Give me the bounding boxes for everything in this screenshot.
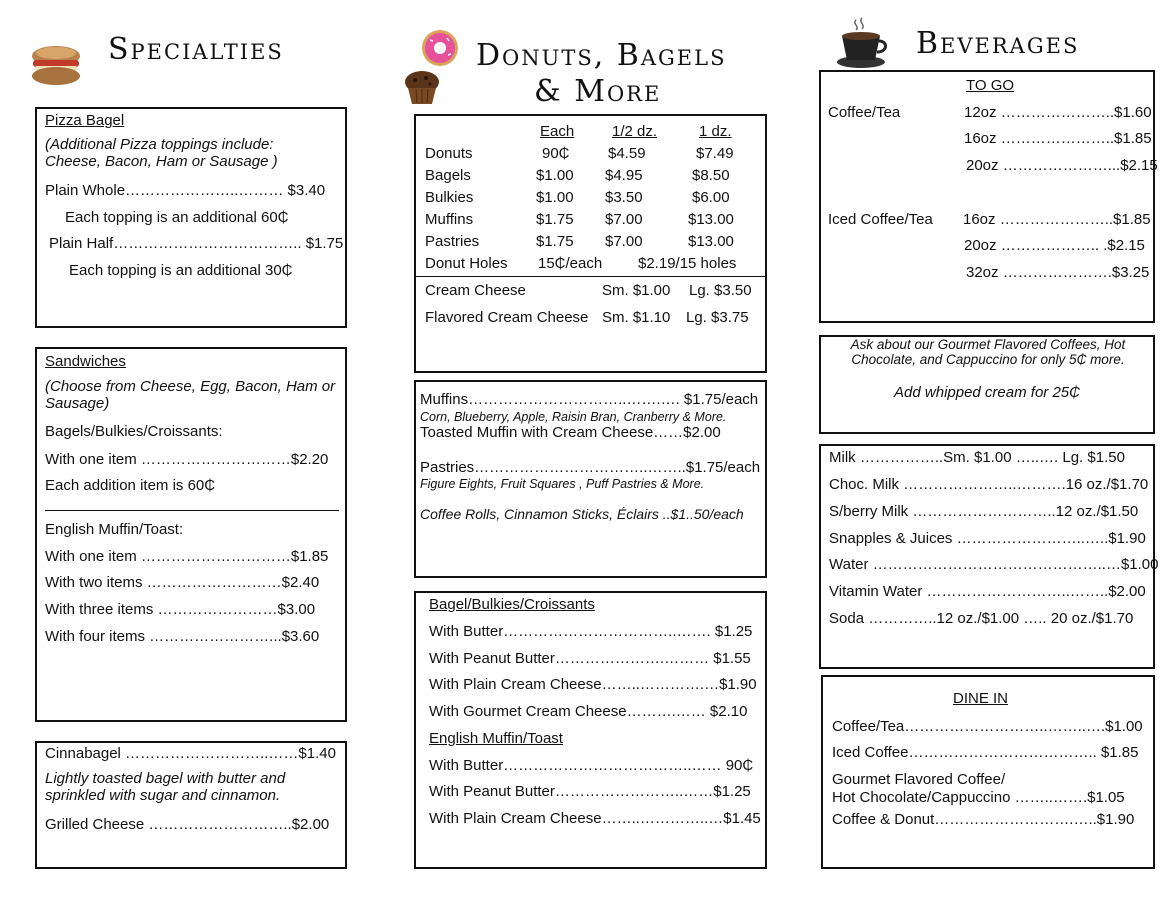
row-dozen-pastries: $13.00 — [688, 233, 734, 250]
col-header-half-dozen: 1/2 dz. — [612, 123, 658, 140]
dine-in-iced-coffee: Iced Coffee……………………………….. $1.85 — [832, 744, 1139, 761]
to-go-iced-32oz: 32oz ………………….$3.25 — [966, 264, 1150, 281]
row-name-muffins: Muffins — [425, 211, 474, 228]
plain-half-price: Plain Half……………………………….. $1.75 — [49, 235, 344, 252]
sandwiches-box — [35, 347, 347, 722]
to-go-coffee-label: Coffee/Tea — [828, 104, 901, 121]
coffee-cup-icon — [834, 16, 888, 70]
muffins-price: Muffins…………………………..…….…. $1.75/each — [420, 391, 759, 408]
bagel-sandwich-icon — [28, 42, 84, 90]
milk-price: Milk ……………..Sm. $1.00 …..…. Lg. $1.50 — [829, 449, 1125, 466]
specialties-title: Specialties — [108, 32, 284, 67]
dine-in-title: DINE IN — [953, 690, 1009, 707]
bagel-plain-cc-price: With Plain Cream Cheese……..………….…$1.90 — [429, 676, 757, 693]
with-one-item: With one item …………………………$2.20 — [45, 451, 329, 468]
donuts-title-line2: & More — [534, 74, 662, 109]
pizza-bagel-title: Pizza Bagel — [45, 112, 125, 129]
muffins-pastries-box — [414, 380, 767, 578]
cream-cheese-large: Lg. $3.50 — [689, 282, 752, 299]
flavored-cream-cheese-name: Flavored Cream Cheese — [425, 309, 589, 326]
sandwiches-note: (Choose from Cheese, Egg, Bacon, Ham or Sausage) — [45, 378, 336, 412]
cream-cheese-name: Cream Cheese — [425, 282, 526, 299]
choc-milk-price: Choc. Milk …………………..……….16 oz./$1.70 — [829, 476, 1149, 493]
pastries-note: Figure Eights, Fruit Squares , Puff Pastries & More. — [420, 477, 705, 491]
dine-in-coffee-donut: Coffee & Donut……………………….…..$1.90 — [832, 811, 1135, 828]
english-muffin-label: English Muffin/Toast: — [45, 521, 184, 538]
em-four-items: With four items ……………………...$3.60 — [45, 628, 320, 645]
row-half-muffins: $7.00 — [605, 211, 643, 228]
topping-whole-note: Each topping is an additional 60₵ — [65, 209, 289, 226]
row-dozen-bulkies: $6.00 — [692, 189, 730, 206]
bagels-label: Bagels/Bulkies/Croissants: — [45, 423, 223, 440]
row-name-donut-holes: Donut Holes — [425, 255, 508, 272]
to-go-title: TO GO — [966, 77, 1015, 94]
cinnabagel-box — [35, 741, 347, 869]
to-go-coffee-12oz: 12oz …………………..$1.60 — [964, 104, 1152, 121]
col-header-each: Each — [540, 123, 575, 140]
water-price: Water ………………………………………..…$1.00 — [829, 556, 1159, 573]
bagel-spreads-title: Bagel/Bulkies/Croissants — [429, 596, 595, 613]
pastries-price: Pastries……………………………..……..$1.75/each — [420, 459, 761, 476]
row-each-donuts: 90₵ — [542, 145, 570, 162]
cream-cheese-small: Sm. $1.00 — [602, 282, 671, 299]
flavored-cream-cheese-small: Sm. $1.10 — [602, 309, 671, 326]
row-half-donuts: $4.59 — [608, 145, 646, 162]
row-each-pastries: $1.75 — [536, 233, 574, 250]
strawberry-milk-price: S/berry Milk ………………………..12 oz./$1.50 — [829, 503, 1139, 520]
snapples-price: Snapples & Juices ……………………..…..$1.90 — [829, 530, 1146, 547]
toasted-muffin-price: Toasted Muffin with Cream Cheese……$2.00 — [420, 424, 721, 441]
em-three-items: With three items ……………………$3.00 — [45, 601, 316, 618]
coffee-rolls-price: Coffee Rolls, Cinnamon Sticks, Éclairs ..$1..50/each — [420, 506, 744, 522]
muffin-icon — [402, 70, 442, 106]
donut-icon — [420, 28, 460, 68]
english-muffin-toast-title: English Muffin/Toast — [429, 730, 563, 747]
row-dozen-bagels: $8.50 — [692, 167, 730, 184]
dine-in-box — [821, 675, 1155, 869]
row-name-donuts: Donuts — [425, 145, 473, 162]
to-go-coffee-16oz: 16oz …………………..$1.85 — [964, 130, 1152, 147]
row-name-pastries: Pastries — [425, 233, 480, 250]
col-header-dozen: 1 dz. — [699, 123, 732, 140]
row-half-bulkies: $3.50 — [605, 189, 643, 206]
pizza-bagel-box — [35, 107, 347, 328]
row-half-pastries: $7.00 — [605, 233, 643, 250]
muffins-note: Corn, Blueberry, Apple, Raisin Bran, Cranberry & More. — [420, 410, 727, 424]
row-half-bagels: $4.95 — [605, 167, 643, 184]
gourmet-note: Ask about our Gourmet Flavored Coffees, Hot Chocolate, and Cappuccino for only 5₵ more. — [850, 337, 1126, 367]
row-dozen-donuts: $7.49 — [696, 145, 734, 162]
row-each-bagels: $1.00 — [536, 167, 574, 184]
bagel-gourmet-cc-price: With Gourmet Cream Cheese……….…… $2.10 — [429, 703, 748, 720]
dine-in-gourmet-line1: Gourmet Flavored Coffee/ — [832, 771, 1006, 788]
pizza-bagel-note: (Additional Pizza toppings include: Cheese, Bacon, Ham or Sausage ) — [45, 136, 278, 170]
to-go-iced-16oz: 16oz …………………..$1.85 — [963, 211, 1151, 228]
row-each-muffins: $1.75 — [536, 211, 574, 228]
bagel-spreads-box — [414, 591, 767, 869]
to-go-iced-label: Iced Coffee/Tea — [828, 211, 933, 228]
sandwiches-title: Sandwiches — [45, 353, 126, 370]
cold-drinks-box — [819, 444, 1159, 669]
em-peanut-price: With Peanut Butter……………………..……$1.25 — [429, 783, 751, 800]
row-dozen-muffins: $13.00 — [688, 211, 734, 228]
em-butter-price: With Butter………………………………..…… 90₵ — [429, 757, 754, 774]
row-name-bulkies: Bulkies — [425, 189, 474, 206]
dine-in-coffee-tea: Coffee/Tea………………………..……..….$1.00 — [832, 718, 1143, 735]
to-go-coffee-20oz: 20oz …………………...$2.15 — [966, 157, 1158, 174]
em-plain-cc-price: With Plain Cream Cheese……..…………..…$1.45 — [429, 810, 761, 827]
donuts-title-line1: Donuts, Bagels — [476, 38, 727, 73]
cinnabagel-price: Cinnabagel ………………………..……$1.40 — [45, 745, 336, 762]
flavored-cream-cheese-large: Lg. $3.75 — [686, 309, 749, 326]
ask-about-box — [819, 335, 1155, 434]
bagel-peanut-price: With Peanut Butter………………….……… $1.55 — [429, 650, 751, 667]
cinnabagel-desc: Lightly toasted bagel with butter and sprinkled with sugar and cinnamon. — [45, 770, 286, 804]
to-go-box — [819, 70, 1158, 323]
em-two-items: With two items ………………………$2.40 — [45, 574, 320, 591]
whipped-cream-note: Add whipped cream for 25₵ — [894, 384, 1080, 401]
soda-price: Soda …………..12 oz./$1.00 ….. 20 oz./$1.70 — [829, 610, 1134, 627]
bagel-butter-price: With Butter……………………………..……. $1.25 — [429, 623, 753, 640]
donut-price-table — [414, 114, 767, 373]
plain-whole-price: Plain Whole…………………..……… $3.40 — [45, 182, 326, 199]
each-addition: Each addition item is 60₵ — [45, 477, 216, 494]
divider — [45, 510, 339, 511]
to-go-iced-20oz: 20oz ……………….. .$2.15 — [964, 237, 1145, 254]
dine-in-gourmet-line2: Hot Chocolate/Cappuccino ……..…….$1.05 — [832, 789, 1125, 806]
donut-holes-each: 15₵/each — [538, 255, 603, 272]
em-one-item: With one item …………………………$1.85 — [45, 548, 329, 565]
donut-holes-price: $2.19/15 holes — [638, 255, 737, 272]
grilled-cheese-price: Grilled Cheese ………………………..$2.00 — [45, 816, 330, 833]
row-name-bagels: Bagels — [425, 167, 471, 184]
table-divider — [416, 276, 765, 277]
topping-half-note: Each topping is an additional 30₵ — [69, 262, 293, 279]
row-each-bulkies: $1.00 — [536, 189, 574, 206]
vitamin-water-price: Vitamin Water ………………………..……..$2.00 — [829, 583, 1146, 600]
beverages-title: Beverages — [916, 26, 1080, 61]
